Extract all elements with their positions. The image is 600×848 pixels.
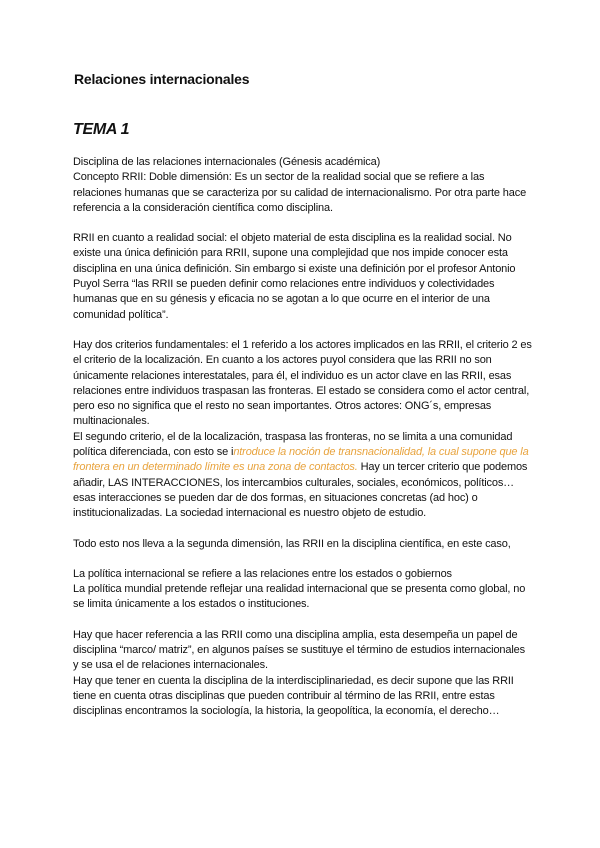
localization-text-start: El segundo criterio, el de la localización, traspasa las fronteras, no se limita a una comunidad política diferenciada, con esto se i [73, 430, 513, 459]
highlighted-text: ntroduce la noción de transnacionalidad, la cual supone que la frontera en un determinado límite es una zona de contactos. [73, 446, 529, 474]
section-heading: TEMA 1 [73, 121, 130, 138]
document-title: Relaciones internacionales [74, 71, 250, 87]
paragraph-concept: Disciplina de las relaciones internacionales (Génesis académica) Concepto RRII: Doble dimensión: Es un sector de la realidad social que se refiere a las relaciones humanas que se caracteriza por su calidad de internacionalismo. Por otra parte hace referencia a la consideración científica como disciplina. [73, 156, 527, 214]
paragraph-spacer [73, 522, 533, 537]
paragraph-social-reality: RRII en cuanto a realidad social: el objeto material de esta disciplina es la realidad social. No existe una única definición para RRII, supone una complejidad que nos impide conocer esta disciplina en una única definición. Sin embargo si existe una definición por el profesor Antonio Puyol Serra “las RRII se pueden definir como relaciones entre individuos y colectividades humanas que en su génesis y eficacia no se agotan a lo que ocurre en el interior de una comunidad política”. [73, 232, 516, 321]
paragraph-spacer [73, 216, 533, 231]
paragraph-criteria: Hay dos criterios fundamentales: el 1 referido a los actores implicados en las RRII, el criterio 2 es el criterio de la localización. En cuanto a los actores puyol considera que las RRII no son únicamente relaciones interestatales, para él, el individuo es un actor clave en las RRII, esas relaciones entre individuos traspasan las fronteras. El estado se considera como el actor central, pero eso no significa que el resto no sean importantes. Otros actores: ONG´s, empresas multinacionales. [73, 338, 532, 428]
paragraph-spacer [73, 613, 533, 628]
localization-text-end: Hay un tercer criterio que podemos añadir, LAS INTERACCIONES, los intercambios culturales, sociales, económicos, políticos… esas interacciones se pueden dar de dos formas, en situaciones concretas (ad hoc) o institucionalizadas. La sociedad internacional es nuestro objeto de estudio. [73, 461, 528, 520]
paragraph-localization [73, 430, 533, 522]
paragraph-discipline: Hay que hacer referencia a las RRII como una disciplina amplia, esta desempeña un papel de disciplina “marco/ matriz”, en algunos países se sustituye el término de estudios internacionales y se usa el de relaciones internacionales. Hay que tener en cuenta la disciplina de la interdisciplinariedad, es decir supone que las RRII tiene en cuenta otras disciplinas que pueden contribuir al término de las RRII, entre estas disciplinas encontramos la sociología, la historia, la geopolítica, la economía, el derecho… [73, 628, 525, 718]
paragraph-second-dimension: Todo esto nos lleva a la segunda dimensión, las RRII en la disciplina científica, en este caso, [73, 537, 511, 550]
paragraph-spacer [73, 552, 533, 567]
paragraph-spacer [73, 323, 533, 338]
paragraph-politics: La política internacional se refiere a las relaciones entre los estados o gobiernos La política mundial pretende reflejar una realidad internacional que se presenta como global, no se limita únicamente a los estados o instituciones. [73, 567, 526, 611]
document-body [73, 155, 533, 720]
